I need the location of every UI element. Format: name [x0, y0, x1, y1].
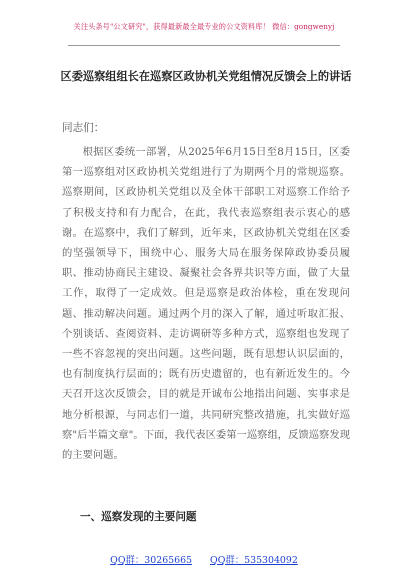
footer-links [0, 552, 408, 566]
qq-group-link-2[interactable]: QQ群：535304092 [210, 555, 298, 566]
document-title: 区委巡察组组长在巡察区政协机关党组情况反馈会上的讲话 [60, 69, 352, 83]
body-paragraph: 根据区委统一部署，从2025年6月15日至8月15日，区委第一巡察组对区政协机关党组进行了为期两个月的常规巡察。巡察期间，区政协机关党组以及全体干部职工对巡察工作给予了积极支持和有力配合，在此，我代表巡察组表示衷心的感谢。在巡察中，我们了解到，近年来，区政协机关党组在区委的坚强领导下，围绕中心、服务大局在服务保障政协委员履职、推动协商民主建设、凝聚社会各界共识等方面，做了大量工作，取得了一定成效。但是巡察是政治体检，重在发现问题、推动解决问题。通过两个月的深入了解，通过听取汇报、个别谈话、查阅资料、走访调研等多种方式，巡察组也发现了一些不容忽视的突出问题。这些问题，既有思想认识层面的，也有制度执行层面的；既有历史遗留的，也有新近发生的。今天召开这次反馈会，目的就是开诚布公地指出问题、实事求是地分析根源，与同志们一道，共同研究整改措施，扎实做好巡察"后半篇文章"。下面，我代表区委第一巡察组，反馈巡察发现的主要问题。 [62, 146, 350, 462]
header-divider [68, 45, 340, 46]
salutation: 同志们： [62, 122, 105, 134]
header-banner: 关注头条号"公文研究"，获得最新最全最专业的公文资料库！ 微信：gongwenyj [73, 22, 335, 31]
section-heading: 一、巡察发现的主要问题 [80, 511, 197, 523]
qq-group-link-1[interactable]: QQ群：30265665 [110, 555, 193, 566]
